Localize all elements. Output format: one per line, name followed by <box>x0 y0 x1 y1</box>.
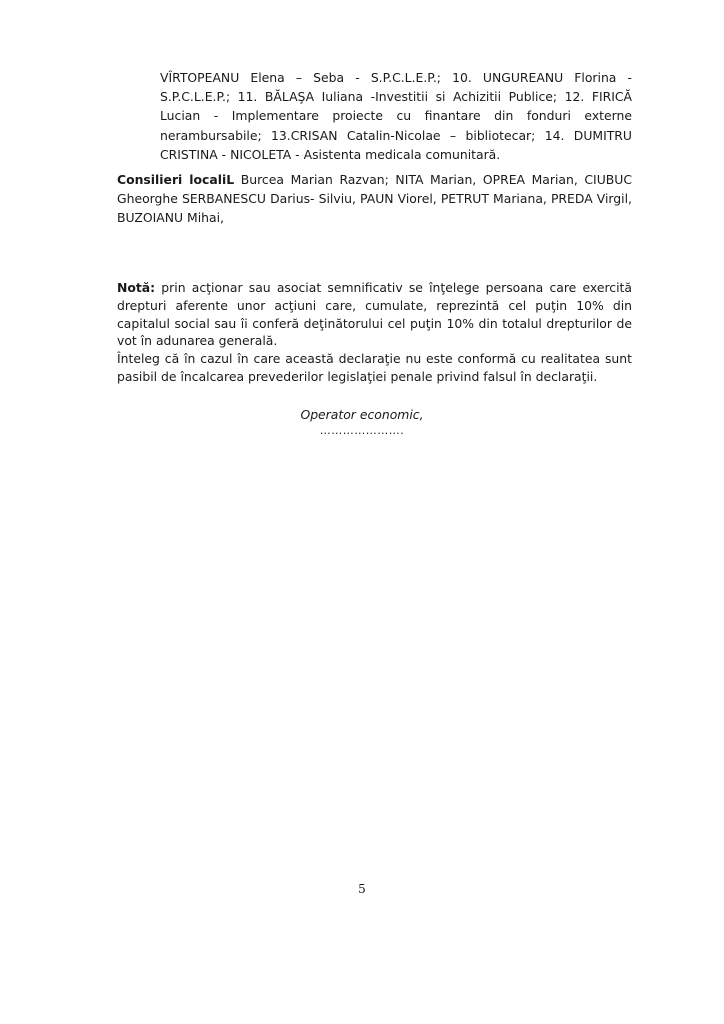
note-paragraph <box>117 279 632 350</box>
signature-line: …………………. <box>319 424 405 437</box>
staff-list-continuation: VÎRTOPEANU Elena – Seba - S.P.C.L.E.P.; 10. UNGUREANU Florina - S.P.C.L.E.P.; 11. BĂLAŞA Iuliana -Investitii si Achizitii Publice; 12. FIRICĂ Lucian - Implementare proiecte cu finantare din fonduri externe nerambursabile; 13.CRISAN Catalin-Nicolae – bibliotecar; 14. DUMITRU CRISTINA - NICOLETA - Asistenta medicala comunitară. <box>160 70 632 162</box>
page-number: 5 <box>358 882 366 896</box>
declaration-statement: Înteleg că în cazul în care această declaraţie nu este conformă cu realitatea sunt pasibil de încalcarea prevederilor legislaţiei penale privind falsul în declaraţii. <box>117 351 632 384</box>
signature-title: Operator economic, <box>300 407 424 422</box>
note-label: Notă: <box>117 280 156 295</box>
note-text: prin acţionar sau asociat semnificativ se înţelege persoana care exercită drepturi aferente unor acţiuni care, cumulate, reprezintă cel puţin 10% din capitalul social sau îi conferă deţinătorului cel puţin 10% din totalul drepturilor de vot în adunarea generală. <box>117 280 632 349</box>
note-section <box>117 279 632 386</box>
local-councillors-label: Consilieri localiL <box>117 172 235 187</box>
local-councillors-names: Burcea Marian Razvan; NITA Marian, OPREA Marian, CIUBUC Gheorghe SERBANESCU Darius- Silviu, PAUN Viorel, PETRUT Mariana, PREDA Virgil, BUZOIANU Mihai, <box>117 172 633 226</box>
local-councillors-paragraph <box>117 170 632 228</box>
